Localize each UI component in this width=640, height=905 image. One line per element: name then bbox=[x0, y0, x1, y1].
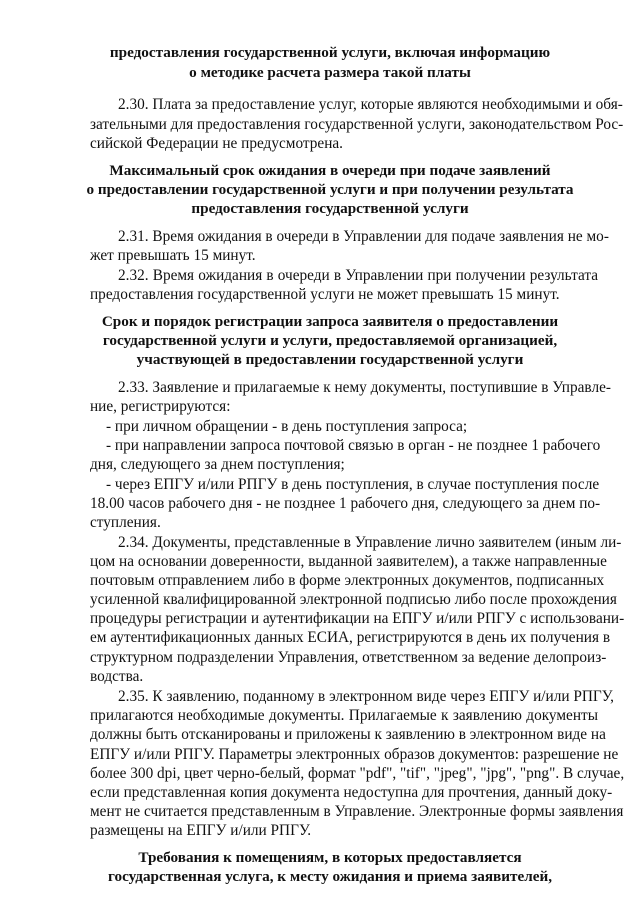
list-item-line: дня, следующего за днем поступления; bbox=[90, 456, 345, 473]
section-heading-line: Срок и порядок регистрации запроса заявителя о предоставлении bbox=[101, 313, 559, 330]
paragraph-line: 2.35. К заявлению, поданному в электронном виде через ЕПГУ и/или РПГУ, bbox=[118, 688, 614, 705]
paragraph-line: мент не считается представленным в Управление. Электронные формы заявления bbox=[90, 803, 624, 820]
list-item-line: ступления. bbox=[90, 514, 161, 531]
heading-line: предоставления государственной услуги, включая информацию bbox=[109, 44, 551, 61]
paragraph-line: более 300 dpi, цвет черно-белый, формат "pdf", "tif", "jpeg", "jpg", "png". В случае, bbox=[90, 765, 625, 782]
paragraph-line: сийской Федерации не предусмотрена. bbox=[90, 135, 344, 152]
list-item-line: 18.00 часов рабочего дня - не позднее 1 рабочего дня, следующего за днем по- bbox=[90, 495, 601, 512]
paragraph-line: почтовым отправлением либо в форме электронных документов, подписанных bbox=[90, 572, 605, 589]
paragraph-line: 2.31. Время ожидания в очереди в Управлении для подаче заявления не мо- bbox=[118, 228, 609, 245]
paragraph-line: ние, регистрируются: bbox=[90, 398, 231, 415]
paragraph-line: ЕПГУ и/или РПГУ. Параметры электронных образов документов: разрешение не bbox=[90, 746, 619, 763]
section-heading-line: Максимальный срок ожидания в очереди при подаче заявлений bbox=[109, 162, 551, 179]
paragraph-line: структурном подразделении Управления, ответственном за ведение делопроиз- bbox=[90, 649, 607, 666]
paragraph-line: если представленная копия документа недоступна для прочтения, данный доку- bbox=[90, 784, 613, 801]
paragraph-line: прилагаются необходимые документы. Прилагаемые к заявлению документы bbox=[90, 707, 598, 724]
section-heading-line: Требования к помещениям, в которых предоставляется bbox=[138, 849, 522, 866]
paragraph-line: зательными для предоставления государственной услуги, законодательством Рос- bbox=[90, 116, 624, 133]
paragraph-line: размещены на ЕПГУ и/или РПГУ. bbox=[90, 822, 312, 839]
list-item: - при личном обращении - в день поступления запроса; bbox=[106, 418, 468, 435]
paragraph-line: водства. bbox=[90, 668, 144, 685]
paragraph-line: должны быть отсканированы и приложены к заявлению в электронном виде на bbox=[90, 726, 606, 743]
section-heading-line: участвующей в предоставлении государственной услуги bbox=[136, 351, 524, 368]
list-item: - при направлении запроса почтовой связью в орган - не позднее 1 рабочего bbox=[106, 437, 601, 454]
paragraph-line: 2.32. Время ожидания в очереди в Управлении при получении результата bbox=[118, 267, 598, 284]
paragraph-line: 2.30. Плата за предоставление услуг, которые являются необходимыми и обя- bbox=[118, 96, 623, 113]
paragraph-line: процедуры регистрации и аутентификации на ЕПГУ и/или РПГУ с использовани- bbox=[90, 610, 625, 627]
section-heading-line: предоставления государственной услуги bbox=[191, 200, 469, 217]
paragraph-line: усиленной квалифицированной электронной подписью либо после прохождения bbox=[90, 591, 617, 608]
paragraph-line: жет превышать 15 минут. bbox=[90, 247, 256, 264]
paragraph-line: ем аутентификационных данных ЕСИА, регистрируются в день их получения в bbox=[90, 629, 611, 646]
section-heading-line: о предоставлении государственной услуги и при получении результата bbox=[86, 181, 574, 198]
list-item: - через ЕПГУ и/или РПГУ в день поступления, в случае поступления после bbox=[106, 476, 600, 493]
section-heading-line: государственная услуга, к месту ожидания и приема заявителей, bbox=[107, 868, 553, 885]
paragraph-line: 2.33. Заявление и прилагаемые к нему документы, поступившие в Управле- bbox=[118, 379, 611, 396]
paragraph-line: 2.34. Документы, представленные в Управление лично заявителем (иным ли- bbox=[118, 534, 622, 551]
heading-line: о методике расчета размера такой платы bbox=[189, 64, 471, 81]
section-heading-line: государственной услуги и услуги, предоставляемой организацией, bbox=[102, 332, 558, 349]
paragraph-line: предоставления государственной услуги не может превышать 15 минут. bbox=[90, 286, 560, 303]
paragraph-line: цом на основании доверенности, выданной заявителем), а также направленные bbox=[90, 553, 607, 570]
